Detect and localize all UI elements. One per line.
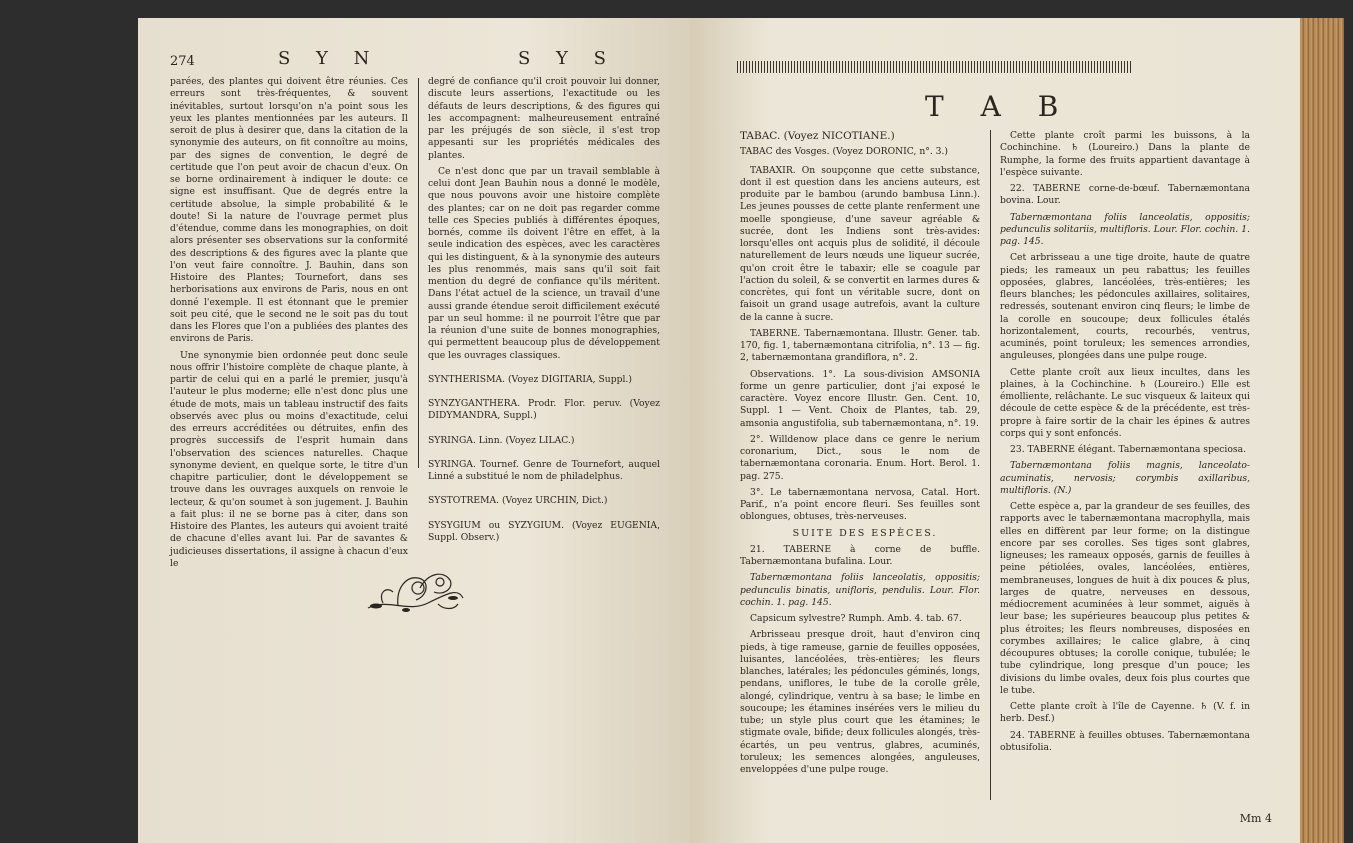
paragraph: TABERNE. Tabernæmontana. Illustr. Gener. tab. 170, fig. 1, tabernæmontana citrifolia, n°. 13 — fig. 2, tabernæmontana grandiflora, n°. 2.: [740, 327, 980, 364]
ornamental-header-band: [737, 61, 1132, 73]
paragraph: Tabernæmontana foliis lanceolatis, oppositis; pedunculis solitariis, multifloris. Lour. Flor. cochin. 1. pag. 145.: [1000, 211, 1250, 247]
open-book: [138, 18, 1344, 843]
paragraph: 2°. Willdenow place dans ce genre le nerium coronarium, Dict., sous le nom de tabernæmontana coronaria. Enum. Hort. Berol. 1. pag. 275.: [740, 433, 980, 482]
paragraph: Une synonymie bien ordonnée peut donc seule nous offrir l'histoire complète de chaque plante, à partir de celui qui en a parlé le premier, jusqu'à l'auteur le plus moderne; elle n'est donc plus une étude de mots, mais un tableau instructif des faits observés avec plus ou moins d'exactitude, celui des erreurs accréditées ou détruites, enfin des progrès successifs de l'esprit humain dans l'observation des sciences naturelles. Chaque synonyme devient, en quelque sorte, le titre d'un chapitre particulier, dont le développement se trouve dans les ouvrages auxquels on renvoie le lecteur, & qu'on soumet à son jugement. J. Bauhin a fait plus: il ne se borne pas à citer, dans son Histoire des Plantes, les auteurs qui avoient traité de chacune d'elles avant lui. Par de savantes & judicieuses dissertations, il assigne à chacun d'eux le: [170, 349, 408, 569]
paragraph: Tabernæmontana foliis magnis, lanceolato-acuminatis, nervosis; corymbis axillaribus, multifloris. (N.): [1000, 460, 1250, 496]
paragraph: Capsicum sylvestre? Rumph. Amb. 4. tab. 67.: [750, 613, 962, 624]
paragraph: Cette plante croît parmi les buissons, à la Cochinchine. ♄ (Loureiro.) Dans la plante de Rumphe, la forme des fruits appartient davantage à l'espèce suivante.: [1000, 130, 1250, 178]
paragraph: 23. TABERNE élégant. Tabernæmontana speciosa.: [1010, 444, 1247, 455]
page-number: 274: [170, 54, 195, 69]
paragraph: Arbrisseau presque droit, haut d'environ cinq pieds, à tige rameuse, garnie de feuilles opposées, luisantes, lancéolées, très-entières; les fleurs blanches, latérales; les pédoncules géminés, longs, pendans, uniflores, le tube de la corolle grêle, alongé, cylindrique, ventru à sa base; le limbe en soucoupe; les étamines insérées vers le milieu du tube; un style plus court que les étamines; le stigmate ovale, bifide; deux follicules alongés, très-écartés, un peu ventrus, glabres, acuminés, toruleux; les semences alongées, anguleuses, enveloppées d'une pulpe rouge.: [740, 629, 980, 775]
paragraph: Observations. 1°. La sous-division AMSONIA forme un genre particulier, dont j'ai exposé le caractère. Voyez encore Illustr. Gen. Cent. 10, Suppl. 1 — Vent. Choix de Plantes, tab. 29, amsonia angustifolia, sub tabernæmontana, n°. 19.: [740, 368, 980, 429]
section-heading: SUITE DES ESPÈCES.: [792, 527, 938, 539]
dictionary-entry: SYRINGA. Linn. (Voyez LILAC.): [428, 434, 575, 446]
running-head-right: S Y S: [518, 48, 616, 69]
column-divider: [990, 130, 991, 800]
left-page: [138, 18, 690, 843]
left-column-2: [428, 76, 660, 544]
paragraph: parées, des plantes qui doivent être réunies. Ces erreurs sont très-fréquentes, & souvent inévitables, surtout lorsqu'on n'a point sous les yeux les plantes mentionnées par les auteurs. Il seroit de plus à desirer que, dans la citation de la synonymie des auteurs, on fit connoître au moins, par des signes de convention, le degré de certitude que l'on peut avoir de chacun d'eux. On se borne ordinairement à indiquer le doute: ce signe est insuffisant. Que de degrés entre la certitude absolue, la simple probabilité & le doute! Si la nature de l'ouvrage permet plus d'étendue, comme dans les monographies, on doit alors présenter ses observations sur la conformité des descriptions & des figures avec la plante que l'on veut faire connoître. J. Bauhin, dans son Histoire des Plantes; Tournefort, dans ses herborisations aux environs de Paris, nous en ont donné l'exemple. Il est étonnant que le premier soit peu cité, que le second ne le soit pas du tout dans les Flores que l'on a publiées des plantes des environs de Paris.: [170, 76, 408, 345]
dictionary-entry: SYSTOTREMA. (Voyez URCHIN, Dict.): [428, 495, 608, 507]
paragraph: 22. TABERNE corne-de-bœuf. Tabernæmontana bovina. Lour.: [1000, 183, 1250, 207]
paragraph: Cet arbrisseau a une tige droite, haute de quatre pieds; les rameaux un peu rabattus; les feuilles opposées, glabres, lancéolées, très-entières; les fleurs blanches; les pédoncules axillaires, solitaires, redressés, soutenant environ cinq fleurs; le limbe de la corolle en soucoupe; deux follicules étalés horizontalement, courts, recourbés, ventrus, acuminés, point toruleux; les semences arrondies, anguleuses, plongées dans une pulpe rouge.: [1000, 252, 1250, 362]
page-edges: [1300, 18, 1344, 843]
paragraph: TABAXIR. On soupçonne que cette substance, dont il est question dans les anciens auteurs, est produite par le bambou (arundo bambusa Linn.). Les jeunes pousses de cette plante renferment une moelle spongieuse, d'une saveur agréable & sucrée, dont les Indiens sont très-avides: lorsqu'elles ont acquis plus de solidité, il découle naturellement de leurs nœuds une liqueur sucrée, qu'on croit être le tabaxir; elle se coagule par l'action du soleil, & se convertit en larmes dures & concrètes, qui font un véritable sucre, dont on faisoit un grand usage autrefois, avant la culture de la canne à sucre.: [740, 164, 980, 323]
right-column-2: [1000, 130, 1250, 758]
paragraph: 21. TABERNE à corne de buffle. Tabernæmontana bufalina. Lour.: [740, 543, 980, 567]
running-head-left: S Y N: [278, 48, 380, 69]
dictionary-entry: SYNZYGANTHERA. Prodr. Flor. peruv. (Voyez DIDYMANDRA, Suppl.): [428, 398, 660, 422]
left-column-1: [170, 76, 408, 574]
paragraph: Ce n'est donc que par un travail semblable à celui dont Jean Bauhin nous a donné le modèle, que nous pouvons avoir une histoire complète des plantes; car on ne doit pas regarder comme telle ces Species publiés à différentes époques, bornés, comme ils doivent l'être en effet, à la seule indication des espèces, avec les caractères qui les distinguent, & à la synonymie des auteurs les plus renommés, mais sans qu'il soit fait mention du degré de confiance qu'ils méritent. Dans l'état actuel de la science, un travail d'une aussi grande étendue seroit difficilement exécuté par un seul homme: il ne pourroit l'être que par la réunion d'une suite de bonnes monographies, qui permettent beaucoup plus de développement que les ouvrages classiques.: [428, 165, 660, 361]
dictionary-entry: TABAC des Vosges. (Voyez DORONIC, n°. 3.): [740, 146, 949, 158]
paragraph: Cette espèce a, par la grandeur de ses feuilles, des rapports avec le tabernæmontana macrophylla, mais elles en diffèrent par leur forme; on la distingue encore par ses corolles. Ses tiges sont glabres, ligneuses; les rameaux opposés, garnis de feuilles à peine pétiolées, ovales, lancéolées, entières, membraneuses, longues de huit à dix pouces & plus, larges de quatre, nerveuses en dessous, médiocrement acuminées à leur sommet, aiguës à leur base; les supérieures beaucoup plus petites & plus étroites; les fleurs nombreuses, disposées en corymbes axillaires; le calice glabre, à cinq découpures obtuses; la corolle conique, tubulée; le tube cylindrique, long presque d'un pouce; les divisions du limbe ovales, deux fois plus courtes que le tube.: [1000, 501, 1250, 696]
dictionary-entry: SYRINGA. Tournef. Genre de Tournefort, auquel Linné a substitué le nom de philadelphus.: [428, 458, 660, 482]
right-page: [690, 18, 1344, 843]
dictionary-entry: SYNTHERISMA. (Voyez DIGITARIA, Suppl.): [428, 373, 632, 385]
paragraph: Cette plante croît aux lieux incultes, dans les plaines, à la Cochinchine. ♄ (Loureiro.) Elle est émolliente, relâchante. Le suc visqueux & laiteux qui découle de cette espèce & de la précédente, est très-propre à faire sortir de la chair les épines & autres corps qui y sont enfoncés.: [1000, 366, 1250, 439]
right-column-1: [740, 130, 980, 780]
column-divider: [418, 78, 419, 468]
dictionary-entry: TABAC. (Voyez NICOTIANE.): [740, 130, 895, 142]
paragraph: Cette plante croît à l'île de Cayenne. ♄ (V. f. in herb. Desf.): [1000, 701, 1250, 725]
paragraph: 3°. Le tabernæmontana nervosa, Catal. Hort. Parif., n'a point encore fleuri. Ses feuilles sont oblongues, obtuses, très-nerveuses.: [740, 486, 980, 523]
signature-mark: Mm 4: [1239, 812, 1272, 825]
dictionary-entry: SYSYGIUM ou SYZYGIUM. (Voyez EUGENIA, Suppl. Observ.): [428, 519, 660, 543]
paragraph: Tabernæmontana foliis lanceolatis, oppositis; pedunculis binatis, unifloris, pendulis. Lour. Flor. cochin. 1. pag. 145.: [740, 572, 980, 608]
paragraph: 24. TABERNE à feuilles obtuses. Tabernæmontana obtusifolia.: [1000, 729, 1250, 753]
section-letters: T A B: [925, 90, 1073, 123]
paragraph: degré de confiance qu'il croit pouvoir lui donner, discute leurs assertions, l'exactitude ou les défauts de leurs descriptions, & des figures qui les accompagnent: malheureusement entraîné par les préjugés de son siècle, il s'est trop appesanti sur les propriétés médicales des plantes.: [428, 76, 660, 161]
floral-vignette: [358, 548, 468, 628]
